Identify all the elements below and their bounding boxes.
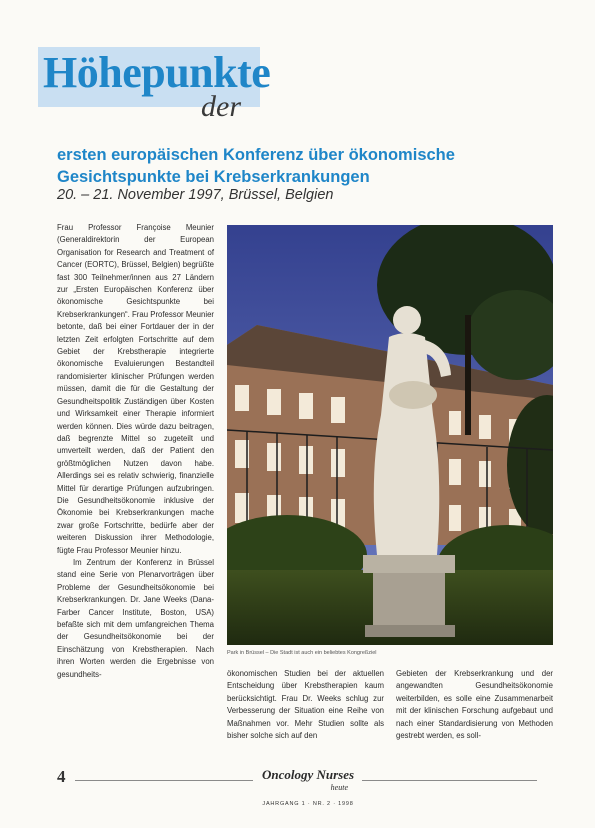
paragraph-1: Frau Professor Françoise Meunier (Generaldirektorin der European Organisation for Research and Treatment of Cancer (EORTC), Brüssel, Belgien) begrüßte fast 300 Teilnehmer/innen aus 27 Ländern zur „Ersten Europäischen Konferenz über ökonomische Gesichtspunkte bei Krebserkrankungen“. Frau Professor Meunier betonte, daß bei einer Fortdauer der in der letzten Zeit erfolgten Fortschritte auf dem Gebiet der Krebstherapie integrierte ökonomische Evaluierungen Bestandteil randomisierter klinischer Prüfungen werden müssen, damit die für die Gestaltung der Gesundheitspolitik Zuständigen über Kosten und Wirksamkeit einer Therapie informiert werden können. Dies würde dazu beitragen, daß begrenzte Mittel so zugeteilt und umverteilt werden, daß der Patient den größtmöglichen Nutzen davon habe. Allerdings sei es relativ schwierig, finanzielle Mittel für derartige Prüfungen aufzubringen. Die Gesundheitsökonomie inklusive der Ökonomie bei Krebserkrankungen mache zwar große Fortschritte, bedürfe aber der weiteren Diskussion ihrer Methodologie, fügte Frau Professor Meunier hinzu. (57, 223, 214, 555)
footer-logo-title: Oncology Nurses (261, 767, 355, 782)
masthead-subtitle: der (201, 90, 241, 123)
footer-rule-right (362, 780, 537, 781)
page-number: 4 (57, 767, 66, 786)
article-column-1 (57, 222, 214, 681)
masthead-title: Höhepunkte (43, 48, 271, 97)
park-photo (227, 225, 553, 645)
footer-logo (258, 768, 358, 794)
headline: ersten europäischen Konferenz über ökonomische Gesichtspunkte bei Krebserkrankungen (57, 146, 455, 186)
column-3-text: Gebieten der Krebserkrankung und der angewandten Gesundheitsökonomie weiterbilden, es solle eine Zusammenarbeit mit der klinischen Forschung aufgebaut und nach einer Standardisierung von Methoden gestrebt werden, es soll- (396, 669, 553, 741)
footer-issue: JAHRGANG 1 · NR. 2 · 1998 (262, 801, 354, 807)
column-2-text: ökonomischen Studien bei der aktuellen Entscheidung über Krebstherapien kaum berücksichtigt. Frau Dr. Weeks schlug zur Verbesserung der Situation eine Reihe von Maßnahmen vor. Mehr Studien sollte als bisher solche sich auf den (227, 669, 384, 741)
footer-logo-subtitle: heute (330, 783, 348, 792)
article-column-2 (227, 668, 384, 742)
paragraph-2: Im Zentrum der Konferenz in Brüssel stand eine Serie von Plenarvorträgen über Probleme der Gesundheitsökonomie bei Krebserkrankungen. Dr. Jane Weeks (Dana-Farber Cancer Institute, Boston, USA) befaßte sich mit dem umfangreichen Thema der Gesundheitsökonomie bei der Einschätzung von Krebstherapien. Nach ihren Worten werden die Ergebnisse von gesundheits- (57, 557, 214, 679)
photo-caption: Park in Brüssel – Die Stadt ist auch ein beliebtes Kongreßziel (227, 650, 377, 656)
dateline: 20. – 21. November 1997, Brüssel, Belgien (57, 187, 334, 203)
article-column-3 (396, 668, 553, 742)
footer-rule-left (75, 780, 253, 781)
